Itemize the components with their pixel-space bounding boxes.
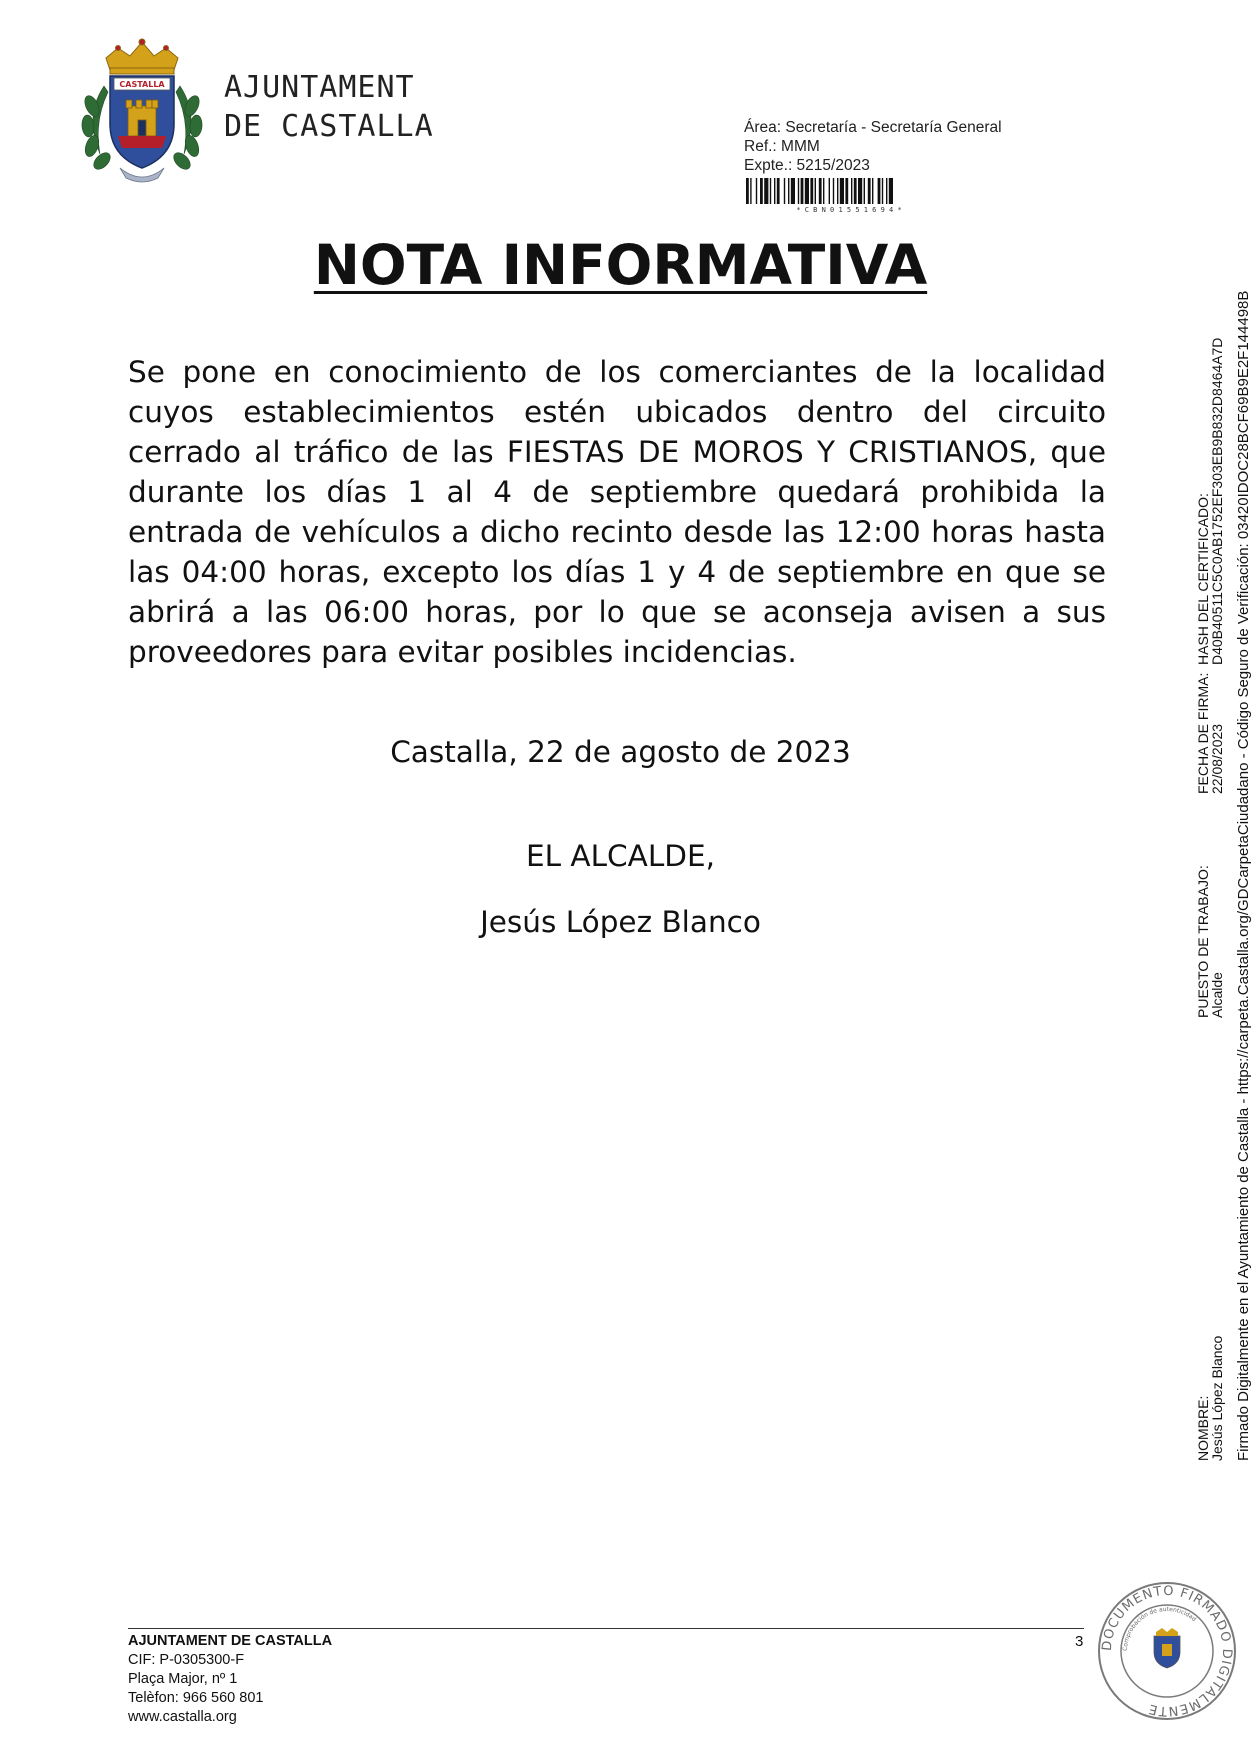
- barcode-bar: [868, 178, 871, 204]
- signer-name: Jesús López Blanco: [480, 905, 761, 939]
- footer-cif: CIF: P-0305300-F: [128, 1652, 245, 1668]
- barcode-bar: [864, 178, 865, 204]
- hash-value: D40B40511C5C0AB1752EF303EB9B832D8464A7D: [1209, 337, 1225, 665]
- barcode-bar: [819, 178, 822, 204]
- barcode-bar: [791, 178, 795, 204]
- document-title-text: NOTA INFORMATIVA: [313, 233, 928, 297]
- footer: [128, 1632, 332, 1727]
- barcode-text: * C B N 0 1 5 5 1 6 9 4 *: [796, 206, 902, 214]
- barcode-bar: [801, 178, 804, 204]
- barcode-bar: [770, 178, 771, 204]
- fecha-value: 22/08/2023: [1209, 723, 1225, 794]
- barcode-bar: [810, 178, 813, 204]
- barcode-bar: [872, 178, 873, 204]
- barcode-bar: [837, 178, 838, 204]
- barcode-bar: [840, 178, 844, 204]
- barcode-bar: [845, 178, 848, 204]
- footer-address: Plaça Major, nº 1: [128, 1671, 238, 1687]
- barcode-bar: [815, 178, 816, 204]
- signer-role: EL ALCALDE,: [525, 839, 715, 873]
- barcode: [744, 178, 954, 214]
- barcode-bar: [750, 178, 751, 204]
- crest-banner-text: CASTALLA: [119, 80, 165, 89]
- body-paragraph: Se pone en conocimiento de los comerciantes de la localidad cuyos establecimientos estén ubicados dentro del circuito cerrado al tráfico de las FIESTAS DE MOROS Y CRISTIANOS, que durante los días 1 al 4 de septiembre quedará prohibida la entrada de vehículos a dicho recinto desde las 12:00 horas hasta las 04:00 horas, excepto los días 1 y 4 de septiembre en que se abrirá a las 06:00 horas, por lo que se aconseja avisen a sus proveedores para evitar posibles incidencias.: [128, 355, 1106, 669]
- reference-block: [744, 118, 1002, 175]
- hash-label: HASH DEL CERTIFICADO:: [1195, 493, 1211, 665]
- puesto-value: Alcalde: [1209, 972, 1225, 1018]
- barcode-bar: [774, 178, 775, 204]
- barcode-bar: [756, 178, 757, 204]
- barcode-bar: [764, 178, 768, 204]
- organization-name-line-1: AJUNTAMENT: [224, 70, 415, 105]
- puesto-label: PUESTO DE TRABAJO:: [1195, 865, 1211, 1018]
- barcode-bar: [746, 178, 749, 204]
- barcode-bar: [784, 178, 785, 204]
- nombre-label: NOMBRE:: [1195, 1395, 1211, 1461]
- nombre-value: Jesús López Blanco: [1209, 1335, 1225, 1461]
- barcode-bar: [777, 178, 780, 204]
- ref-text: Ref.: MMM: [744, 138, 820, 155]
- barcode-bar: [805, 178, 809, 204]
- barcode-bar: [886, 178, 887, 204]
- municipal-crest: [74, 36, 210, 186]
- seal-outer-text: DOCUMENTO FIRMADO DIGITALMENTE: [1099, 1583, 1235, 1719]
- barcode-bar: [882, 178, 883, 204]
- page-number: 3: [1075, 1633, 1084, 1650]
- area-text: Área: Secretaría - Secretaría General: [744, 119, 1002, 136]
- organization-name: [224, 68, 434, 146]
- footer-divider: [128, 1628, 1084, 1629]
- barcode-bar: [878, 178, 881, 204]
- barcode-bar: [798, 178, 799, 204]
- barcode-bar: [854, 178, 857, 204]
- document-title: [0, 230, 1241, 300]
- barcode-bar: [760, 178, 763, 204]
- expte-text: Expte.: 5215/2023: [744, 157, 870, 174]
- footer-org: AJUNTAMENT DE CASTALLA: [128, 1633, 333, 1649]
- organization-name-line-2: DE CASTALLA: [224, 109, 434, 144]
- signature-strip: [1195, 290, 1252, 1461]
- barcode-bar: [833, 178, 834, 204]
- seal-inner-text: Comprobación de autenticidad: [1121, 1605, 1198, 1652]
- verification-text: Firmado Digitalmente en el Ayuntamiento de Castalla - https://carpeta.Castalla.org/GDCarpetaCiudadano - Código Seguro de Verificación: 03420IDOC28BCF69B9E2F144498B: [1235, 290, 1252, 1461]
- barcode-bar: [851, 178, 852, 204]
- footer-phone: Telèfon: 966 560 801: [128, 1690, 264, 1706]
- barcode-bar: [829, 178, 830, 204]
- barcode-bar: [823, 178, 824, 204]
- barcode-bar: [889, 178, 893, 204]
- barcode-bar: [788, 178, 789, 204]
- fecha-label: FECHA DE FIRMA:: [1195, 672, 1211, 794]
- footer-web[interactable]: www.castalla.org: [128, 1709, 237, 1725]
- digital-signature-seal: [1096, 1580, 1238, 1722]
- place-date: Castalla, 22 de agosto de 2023: [390, 735, 851, 769]
- barcode-bar: [858, 178, 862, 204]
